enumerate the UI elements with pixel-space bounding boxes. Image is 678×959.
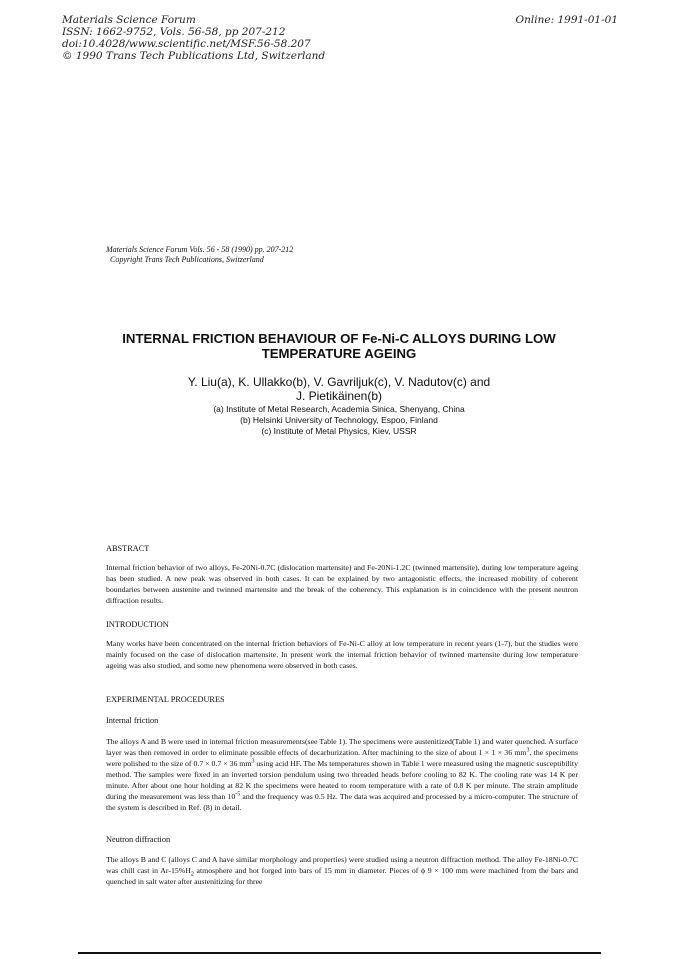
neutron-diffraction-text: [106, 854, 578, 887]
author-list: [0, 375, 678, 403]
header-citation: [62, 14, 325, 62]
header-online-date: Online: 1991-01-01: [515, 14, 618, 26]
journal-line-copyright: Copyright Trans Tech Publications, Switzerland: [110, 255, 264, 264]
journal-line-volume: Materials Science Forum Vols. 56 - 58 (1990) pp. 207-212: [106, 245, 294, 254]
affiliation-b: (b) Helsinki University of Technology, Espoo, Finland: [240, 415, 438, 425]
introduction-heading: INTRODUCTION: [106, 620, 169, 629]
authors-line-1: Y. Liu(a), K. Ullakko(b), V. Gavriljuk(c), V. Nadutov(c) and: [187, 375, 491, 389]
header-line-doi: doi:10.4028/www.scientific.net/MSF.56-58.207: [62, 38, 311, 50]
if-text-part-1: The alloys A and B were used in internal friction measurements(see Table 1). The specimens were austenitized(Table 1) and water quenched. A surface layer was then removed in order to eliminate possible effects of decarburization. After machining to the size of about 1 × 1 × 36 mm: [106, 737, 578, 757]
experimental-heading: EXPERIMENTAL PROCEDURES: [106, 695, 225, 704]
header-line-issn: ISSN: 1662-9752, Vols. 56-58, pp 207-212: [62, 26, 286, 38]
affiliation-c: (c) Institute of Metal Physics, Kiev, USSR: [261, 426, 417, 436]
footer-rule: [78, 952, 601, 954]
nd-sub-1: 2: [190, 871, 194, 878]
title-line-2: TEMPERATURE AGEING: [261, 346, 417, 361]
introduction-text: Many works have been concentrated on the internal friction behaviors of Fe-Ni-C alloy at low temperature in recent years (1-7), but the studies were mainly focused on the case of dislocation martensite. In present work the internal friction behavior of twinned martensite during low temperature ageing was also studied, and some new phenomena were observed in both cases.: [106, 639, 578, 670]
title-line-1: INTERNAL FRICTION BEHAVIOUR OF Fe-Ni-C ALLOYS DURING LOW: [122, 331, 556, 346]
paper-title: [0, 331, 678, 361]
affiliations: [0, 404, 678, 437]
if-sup-3: -5: [235, 791, 241, 798]
authors-line-2: J. Pietikäinen(b): [295, 389, 383, 403]
nd-text-part-1: The alloys B and C (alloys C and A have similar morphology and properties) were studied using a neutron diffraction method. The alloy Fe-18Ni-0.7C was chill cast in Ar-15%H: [106, 855, 578, 875]
internal-friction-heading: Internal friction: [106, 716, 159, 725]
abstract-text: Internal friction behavior of two alloys, Fe-20Ni-0.7C (dislocation martensite) and Fe-20Ni-1.2C (twinned martensite), during low temperature ageing has been studied. A new peak was observed in both cases. It can be explained by two antagonistic effects, the increased mobility of coherent boundaries between austenite and twinned martensite and the break of the coherency. This explanation is in coincidence with the present neutron diffraction results.: [106, 563, 578, 605]
neutron-diffraction-heading: Neutron diffraction: [106, 835, 171, 844]
affiliation-a: (a) Institute of Metal Research, Academia Sinica, Shenyang, China: [213, 404, 465, 414]
if-text-part-3: using acid HF. The Ms temperatures shown in Table 1 were measured using the magnetic susceptibility method. The samples were fixed in an inverted torsion pendulum using two threaded heads before cooling to 82 K. The cooling rate was 14 K per minute. After about one hour holding at 82 K the specimens were heated to room temperature with a rate of 0.8 K per minute. The strain amplitude during the measurement was less than 10: [106, 759, 578, 801]
if-sup-1: 3: [526, 747, 530, 754]
header-line-copyright: © 1990 Trans Tech Publications Ltd, Switzerland: [62, 50, 326, 62]
if-text-part-2: , the specimens were polished to the size of 0.7 × 0.7 × 36 mm: [106, 748, 578, 768]
abstract-heading: ABSTRACT: [106, 544, 150, 553]
if-sup-2: 3: [251, 758, 255, 765]
header-line-journal: Materials Science Forum: [62, 14, 196, 26]
if-text-part-4: and the frequency was 0.5 Hz. The data was acquired and processed by a micro-computer. The structure of the system is described in Ref. (8) in detail.: [106, 792, 579, 812]
internal-friction-text: [106, 736, 578, 813]
journal-reference: [106, 245, 293, 265]
nd-text-part-2: atmosphere and hot forged into bars of 15 mm in diameter. Pieces of ϕ 9 × 100 mm were machined from the bars and quenched in salt water after austenitizing for three: [106, 866, 578, 886]
